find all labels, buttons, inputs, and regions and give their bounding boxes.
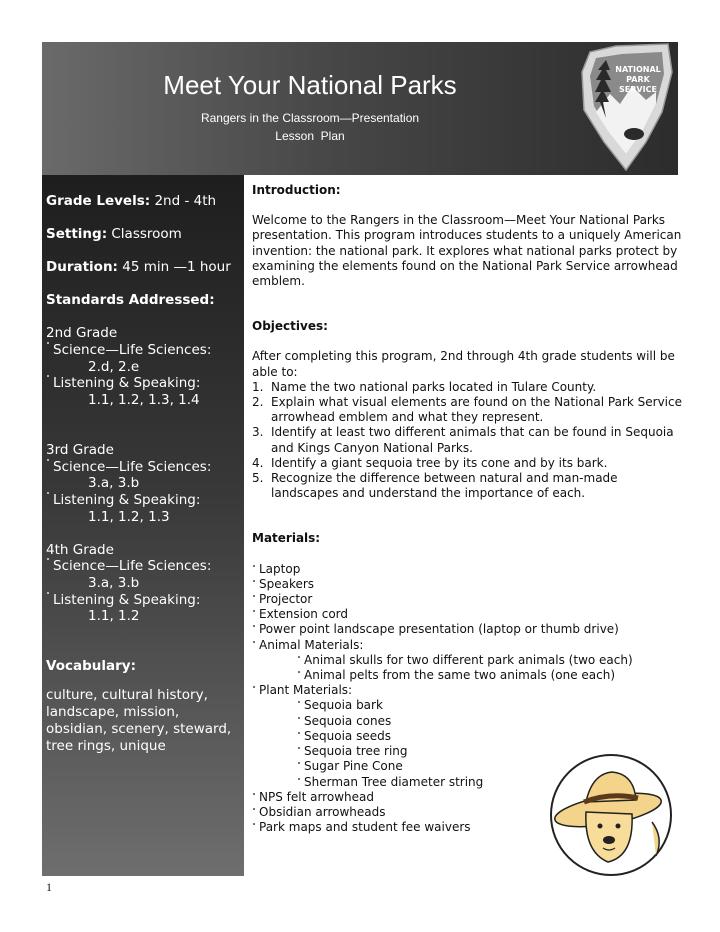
- plant-sub-item: ˚ Sugar Pine Cone: [297, 759, 403, 774]
- duration: Duration: 45 min —1 hour: [46, 259, 231, 275]
- objectives-heading: Objectives:: [252, 319, 328, 334]
- plant-sub-item: ˚ Sherman Tree diameter string: [297, 774, 484, 789]
- plant-sub-item: ˚ Sequoia seeds: [297, 728, 391, 743]
- objectives-intro: After completing this program, 2nd through 4th grade students will be able to:: [252, 349, 675, 379]
- objective-item: 1. Name the two national parks located in Tulare County.: [252, 379, 597, 394]
- subtitle-line-1: Rangers in the Classroom—Presentation: [200, 111, 420, 125]
- setting: Setting: Classroom: [46, 226, 182, 242]
- grade-3-science-values: 3.a, 3.b: [88, 475, 140, 491]
- grade-4-science-values: 3.a, 3.b: [88, 575, 140, 591]
- objectives-list: [252, 380, 682, 502]
- objective-item: 2. Explain what visual elements are found on the National Park Service arrowhead emblem and what they represent.: [252, 395, 682, 425]
- grade-3-listening-values: 1.1, 1.2, 1.3: [88, 509, 170, 525]
- material-item: ˚ Speakers: [252, 576, 315, 591]
- vocabulary-heading: Vocabulary:: [46, 658, 136, 674]
- plant-sub-item: ˚ Sequoia bark: [297, 698, 383, 713]
- sidebar: [42, 175, 244, 876]
- logo-word-service: SERVICE: [619, 85, 657, 94]
- grade-4-science: ˚ Science—Life Sciences:: [46, 558, 212, 574]
- grade-3-listening: ˚ Listening & Speaking:: [46, 492, 201, 508]
- grade-3-science: ˚ Science—Life Sciences:: [46, 459, 212, 475]
- logo-word-park: PARK: [626, 75, 650, 84]
- main-content: [252, 183, 682, 835]
- objective-item: 4. Identify a giant sequoia tree by its cone and by its bark.: [252, 455, 608, 470]
- plant-sub-item: ˚ Sequoia cones: [297, 713, 392, 728]
- subtitle-line-2: Lesson Plan: [275, 129, 345, 143]
- vocabulary-list: culture, cultural history, landscape, mission, obsidian, scenery, steward, tree rings, unique: [46, 687, 232, 754]
- material-item: ˚ Power point landscape presentation (laptop or thumb drive): [252, 622, 619, 637]
- page-title: Meet Your National Parks: [163, 70, 457, 100]
- material-item: ˚ Projector: [252, 592, 313, 607]
- objective-item: 5. Recognize the difference between natural and man-made landscapes and understand the importance of each.: [252, 471, 618, 501]
- objective-item: 3. Identify at least two different animals that can be found in Sequoia and Kings Canyon National Parks.: [252, 425, 674, 455]
- introduction-heading: Introduction:: [252, 183, 341, 197]
- grade-2-listening-values: 1.1, 1.2, 1.3, 1.4: [88, 392, 200, 408]
- materials-heading: Materials:: [252, 531, 321, 546]
- grade-2-heading: 2nd Grade: [46, 325, 118, 341]
- material-item: ˚ Park maps and student fee waivers: [252, 820, 471, 835]
- grade-2-science: ˚ Science—Life Sciences:: [46, 342, 212, 358]
- grade-4-listening-values: 1.1, 1.2: [88, 608, 140, 624]
- animal-sub-item: ˚ Animal skulls for two different park animals (two each): [297, 652, 633, 667]
- grade-4-heading: 4th Grade: [46, 542, 114, 558]
- smokey-bear-illustration: [548, 752, 674, 878]
- material-item: ˚ Extension cord: [252, 607, 349, 622]
- grade-levels: Grade Levels: 2nd - 4th: [46, 193, 217, 209]
- standards-heading: Standards Addressed:: [46, 292, 215, 308]
- page-number: 1: [46, 880, 52, 894]
- material-item: ˚ Animal Materials:: [252, 637, 364, 652]
- material-item: ˚ Obsidian arrowheads: [252, 804, 386, 819]
- material-item: ˚ Laptop: [252, 561, 301, 576]
- introduction-text: Welcome to the Rangers in the Classroom—Meet Your National Parks presentation. This program introduces students to a uniquely American invention: the national park. It explores what national parks protect by examining the elements found on the National Park Service arrowhead emblem.: [252, 213, 682, 289]
- grade-3-heading: 3rd Grade: [46, 442, 114, 458]
- material-item: ˚ NPS felt arrowhead: [252, 789, 374, 804]
- header-band: [42, 42, 678, 175]
- grade-2-listening: ˚ Listening & Speaking:: [46, 375, 201, 391]
- grade-2-science-values: 2.d, 2.e: [88, 359, 140, 375]
- grade-4-listening: ˚ Listening & Speaking:: [46, 592, 201, 608]
- page-subtitle: [42, 109, 578, 145]
- logo-word-national: NATIONAL: [615, 65, 661, 74]
- material-item: ˚ Plant Materials:: [252, 683, 353, 698]
- plant-sub-item: ˚ Sequoia tree ring: [297, 744, 408, 759]
- animal-sub-item: ˚ Animal pelts from the same two animals (one each): [297, 668, 616, 683]
- nps-arrowhead-logo: [576, 42, 674, 172]
